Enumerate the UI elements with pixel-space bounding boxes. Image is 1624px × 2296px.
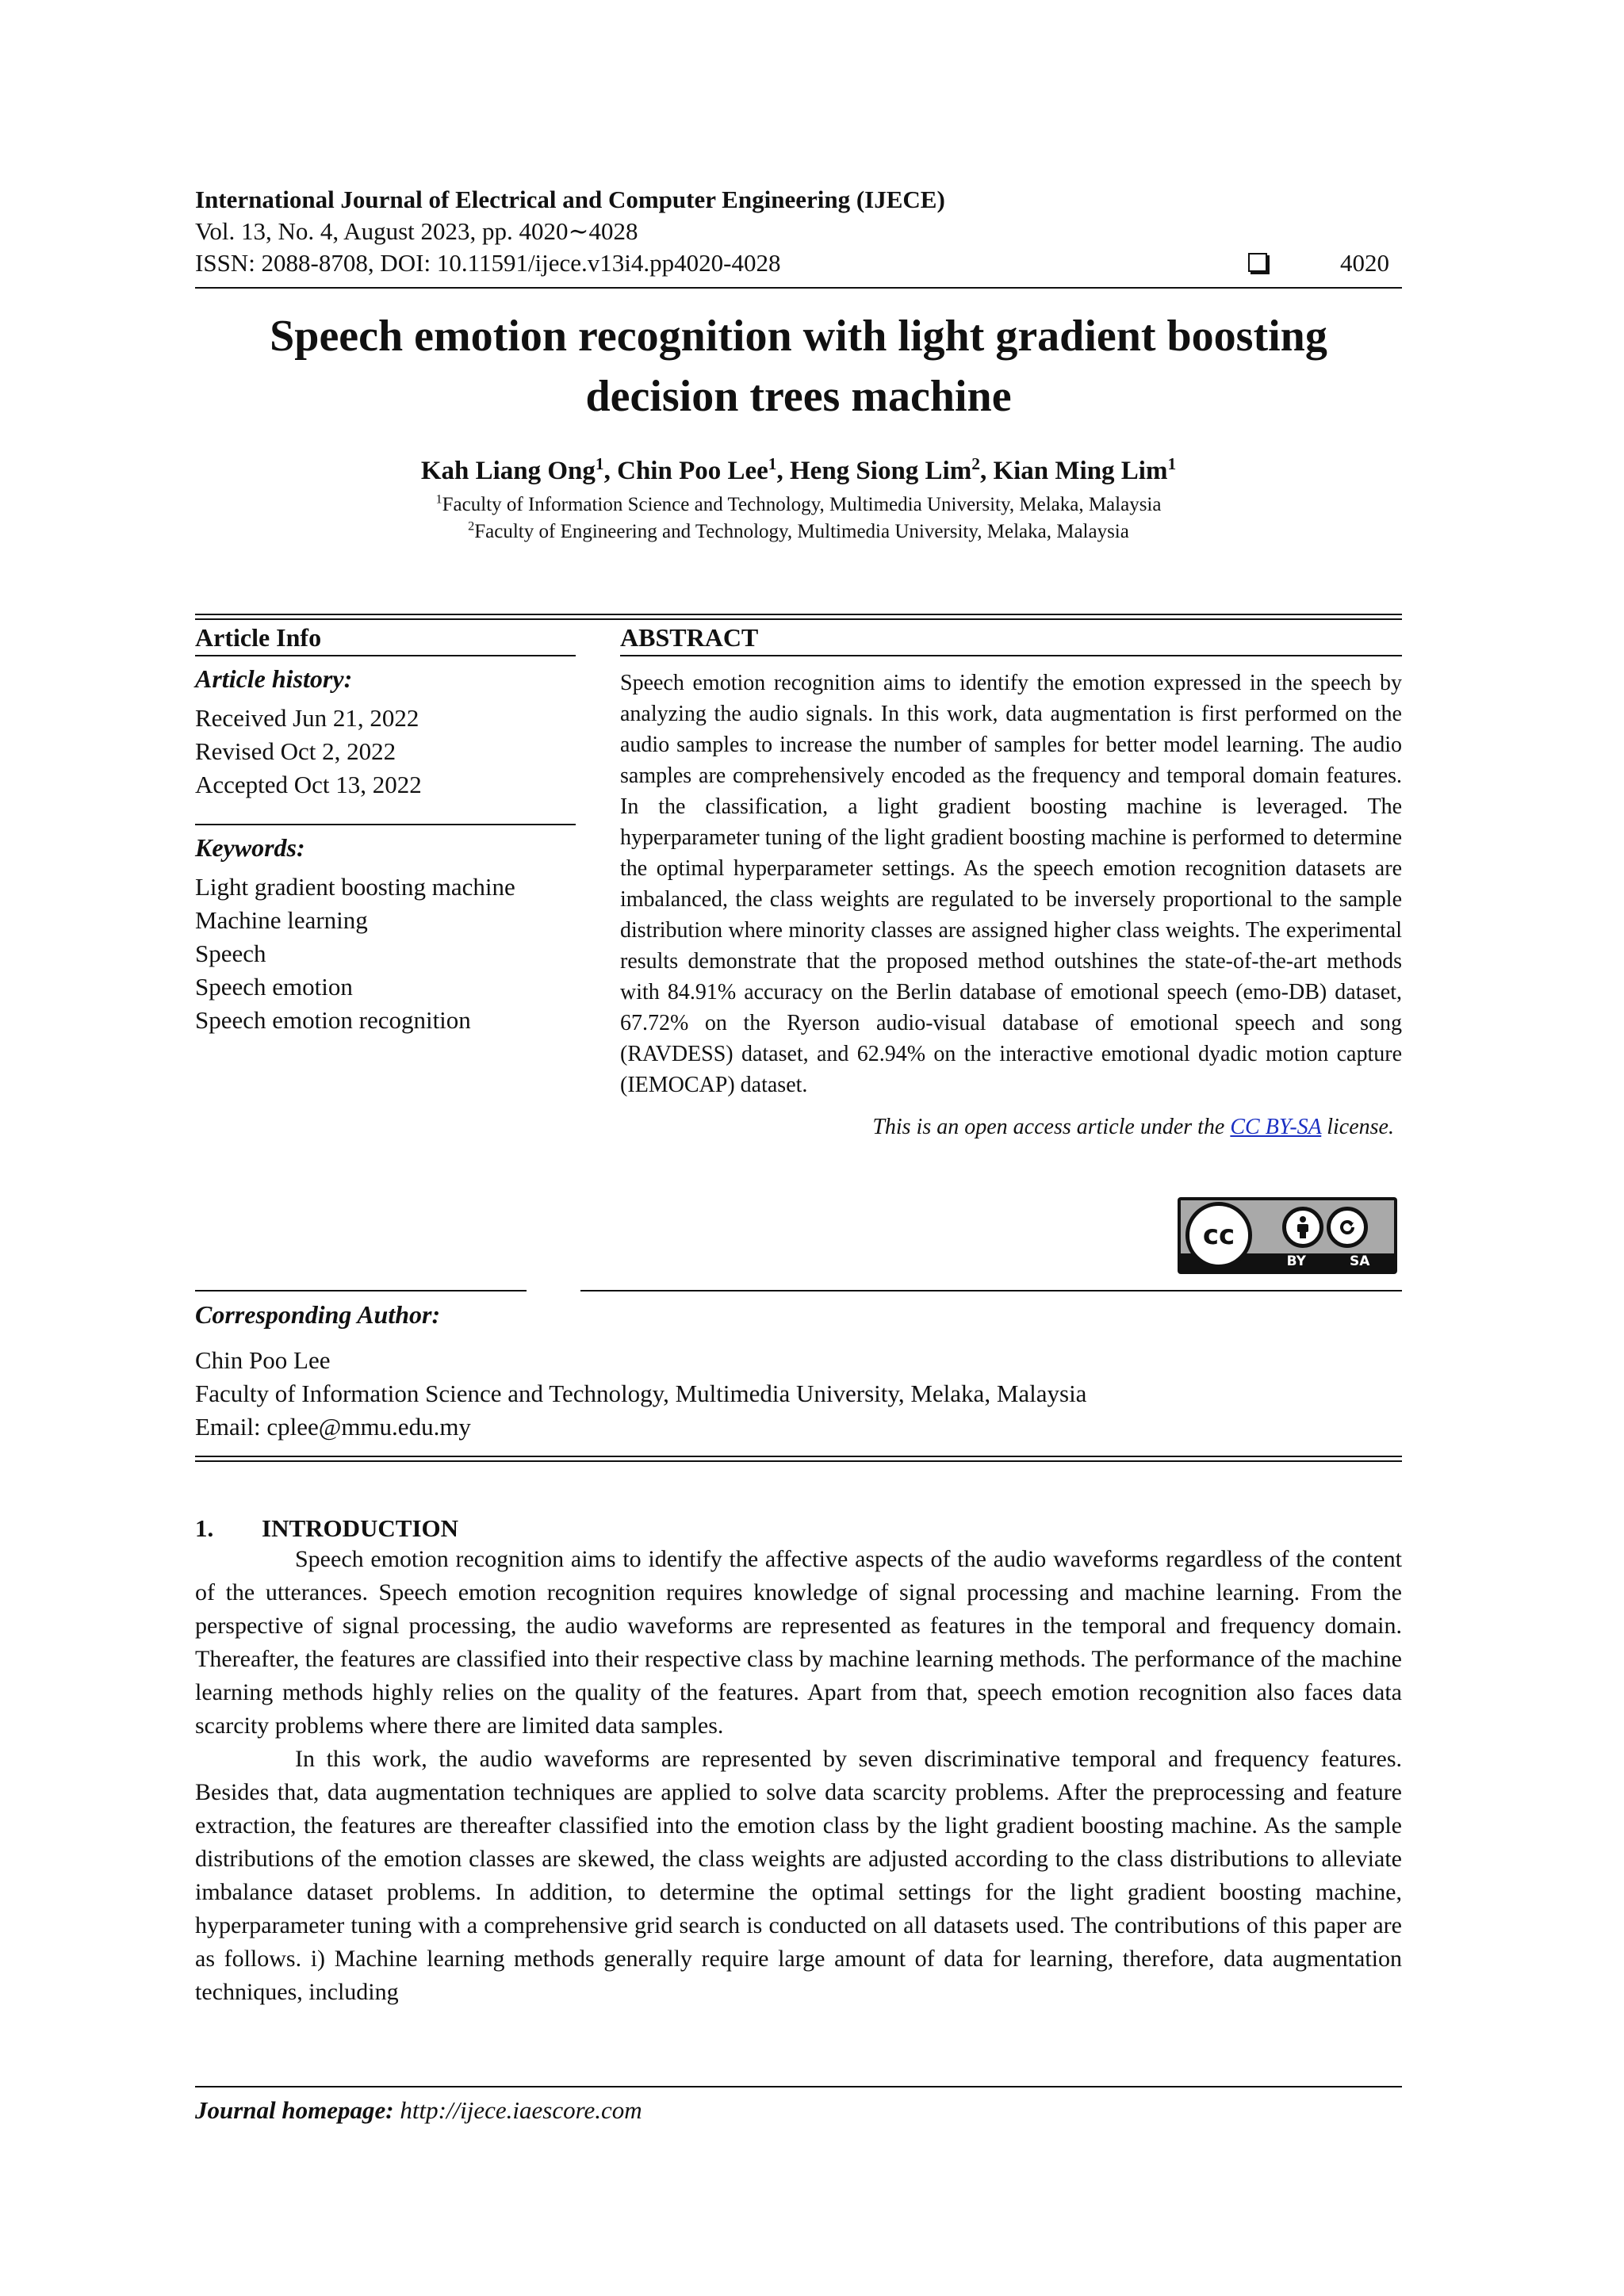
article-history: [195, 702, 576, 802]
corresponding-author-heading: Corresponding Author:: [195, 1300, 441, 1329]
corresponding-author-name: Chin Poo Lee: [195, 1346, 331, 1374]
affiliations: [195, 492, 1402, 545]
cc-by-sa-link[interactable]: CC BY-SA: [1230, 1115, 1322, 1139]
accepted-date: Accepted Oct 13, 2022: [195, 771, 422, 798]
corresponding-author-email: Email: cplee@mmu.edu.my: [195, 1413, 471, 1441]
article-info-heading: Article Info: [195, 623, 322, 652]
footer-rule: [195, 2086, 1402, 2087]
abstract-text: Speech emotion recognition aims to identify the emotion expressed in the speech by analyzing the audio signals. In this work, data augmentation is first performed on the audio samples to increase the number of samples for better model learning. The audio samples are comprehensively encoded as the frequency and temporal domain features. In the classification, a light gradient boosting machine is leveraged. The hyperparameter tuning of the light gradient boosting machine is performed to determine the optimal hyperparameter settings. As the speech emotion recognition datasets are imbalanced, the class weights are regulated to be inversely proportional to the sample distribution where minority classes are assigned higher class weights. The experimental results demonstrate that the proposed method outshines the state-of-the-art methods with 84.91% accuracy on the Berlin database of emotional speech (emo-DB) dataset, 67.72% on the Ryerson audio-visual database of emotional speech and song (RAVDESS) dataset, and 62.94% on the interactive emotional dyadic motion capture (IEMOCAP) dataset.: [620, 671, 1402, 1097]
sa-label: SA: [1350, 1253, 1370, 1269]
license-notice: This is an open access article under the CC BY-SA license.: [872, 1115, 1394, 1139]
divider: [195, 1290, 527, 1292]
keywords-heading: Keywords:: [195, 833, 305, 862]
keyword: Speech emotion recognition: [195, 1006, 471, 1034]
page-number: 4020: [1340, 249, 1389, 277]
affiliation-1: $^1$Faculty of Information Science and Technology, Multimedia University, Melaka, Malaysia: [435, 492, 1162, 515]
paper-title: Speech emotion recognition with light gradient boosting decision trees machine: [270, 312, 1327, 421]
journal-footer: [195, 2096, 642, 2125]
affiliation-2: $^2$Faculty of Engineering and Technology, Multimedia University, Melaka, Malaysia: [468, 519, 1129, 542]
corresponding-author: [195, 1300, 1402, 1444]
share-alike-icon: [1327, 1207, 1368, 1248]
footer-label: Journal homepage:: [195, 2096, 394, 2124]
abstract-heading: ABSTRACT: [620, 623, 759, 652]
paragraph: Speech emotion recognition aims to identify the affective aspects of the audio waveforms regardless of the content of the utterances. Speech emotion recognition requires knowledge of signal processing and machine learning. From the perspective of signal processing, the audio waveforms are represented as features in the temporal and frequency domain. Thereafter, the features are classified into their respective class by machine learning methods. The performance of the machine learning methods highly relies on the quality of the features. Apart from that, speech emotion recognition also faces data scarcity problems where there are limited data samples.: [195, 1546, 1402, 1739]
introduction-section: [195, 1514, 1402, 2009]
issn-doi: ISSN: 2088-8708, DOI: 10.11591/ijece.v13i4.pp4020-4028: [195, 249, 781, 277]
journal-volume: Vol. 13, No. 4, August 2023, pp. 4020∼4028: [195, 217, 638, 245]
keyword: Machine learning: [195, 906, 368, 934]
keyword: Speech: [195, 939, 266, 967]
divider: [580, 1290, 1402, 1292]
person-attribution-icon: [1282, 1207, 1323, 1248]
section-heading: 1. INTRODUCTION: [195, 1514, 459, 1542]
abstract-column: [620, 623, 1402, 1140]
article-info-column: [195, 623, 576, 1037]
author-name: Kian Ming Lim: [993, 457, 1168, 485]
cc-icon: cc: [1185, 1202, 1252, 1269]
double-rule-top: [195, 614, 1402, 620]
author-name: Heng Siong Lim: [790, 457, 972, 485]
author-name: Kah Liang Ong: [420, 457, 596, 485]
cc-by-sa-badge[interactable]: [1178, 1197, 1397, 1274]
square-box-icon: [1248, 253, 1267, 272]
divider: [195, 655, 576, 656]
divider: [620, 655, 1402, 656]
journal-homepage-link[interactable]: http://ijece.iaescore.com: [400, 2096, 642, 2124]
article-history-heading: Article history:: [195, 664, 353, 693]
double-rule-bottom: [195, 1456, 1402, 1462]
author-name: Chin Poo Lee: [617, 457, 768, 485]
by-label: BY: [1286, 1253, 1306, 1269]
issn-line: [195, 247, 1402, 279]
keyword: Speech emotion: [195, 973, 353, 1001]
paragraph: In this work, the audio waveforms are represented by seven discriminative temporal and frequency features. Besides that, data augmentation techniques are applied to solve data scarcity problems. After the preprocessing and feature extraction, the features are thereafter classified into the emotion class by the light gradient boosting machine. As the sample distributions of the emotion classes are skewed, the class weights are adjusted according to the class distributions to alleviate imbalance dataset problems. In addition, to determine the optimal settings for the light gradient boosting machine, hyperparameter tuning with a comprehensive grid search is conducted on all datasets used. The contributions of this paper are as follows. i) Machine learning methods generally require large amount of data for learning, therefore, data augmentation techniques, including: [195, 1746, 1402, 2005]
divider: [195, 824, 576, 825]
keyword: Light gradient boosting machine: [195, 873, 515, 901]
journal-header: [195, 184, 1402, 279]
received-date: Received Jun 21, 2022: [195, 704, 419, 732]
corresponding-author-affiliation: Faculty of Information Science and Technology, Multimedia University, Melaka, Malaysia: [195, 1380, 1087, 1407]
revised-date: Revised Oct 2, 2022: [195, 737, 396, 765]
keywords-list: [195, 871, 576, 1037]
author-list: Kah Liang Ong$^1$, Chin Poo Lee$^1$, Heng Siong Lim$^2$, Kian Ming Lim$^1$: [420, 454, 1177, 485]
journal-name: International Journal of Electrical and Computer Engineering (IJECE): [195, 186, 945, 213]
header-rule: [195, 287, 1402, 289]
